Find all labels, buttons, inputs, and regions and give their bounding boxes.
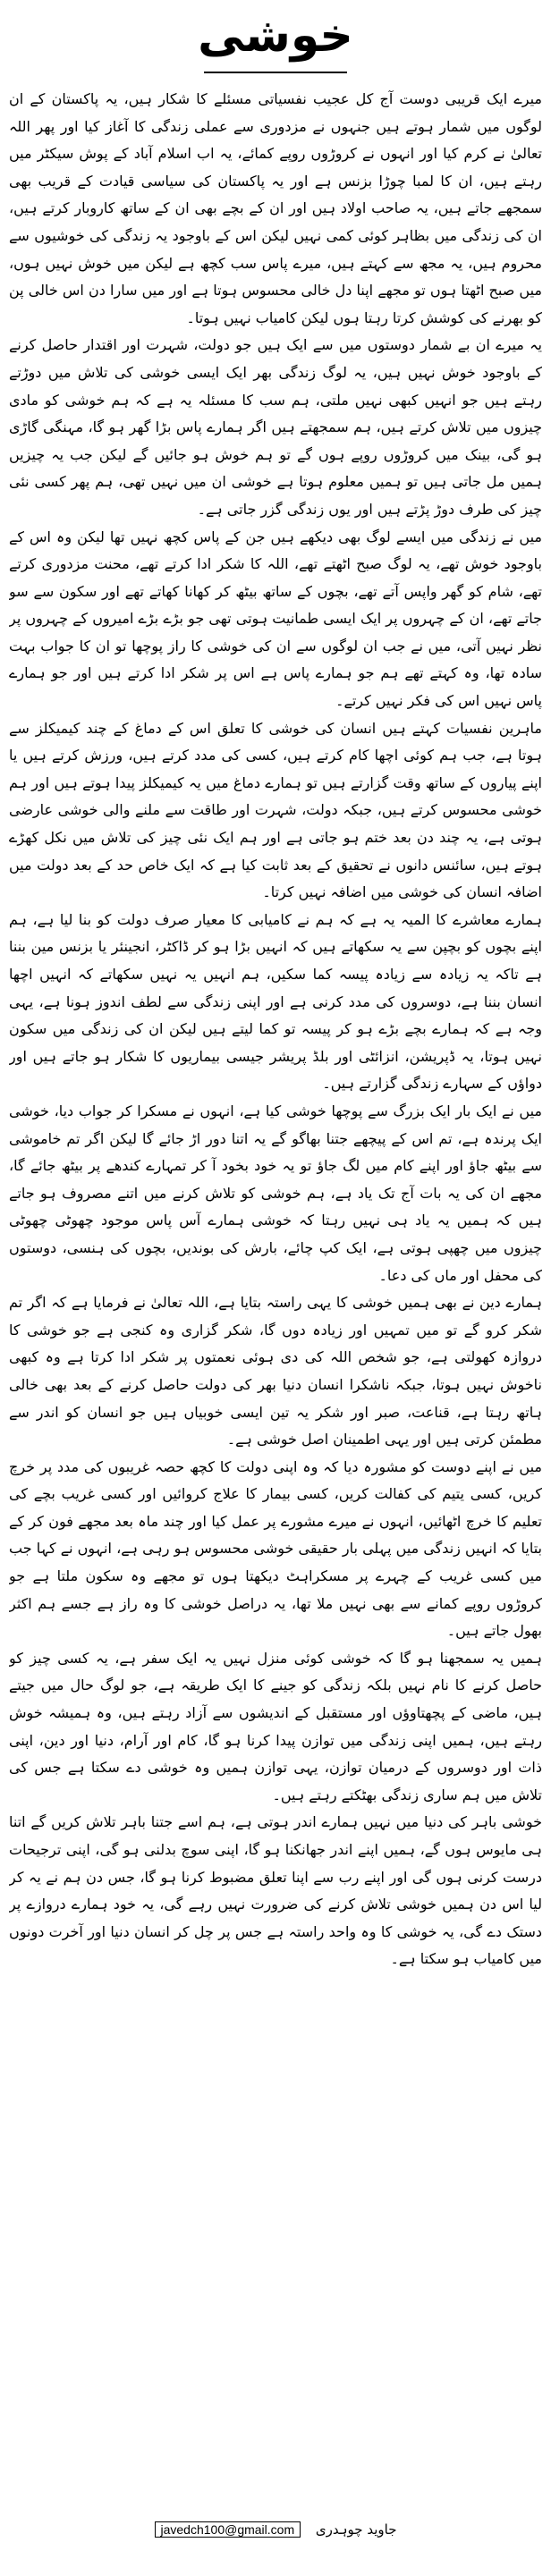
- paragraph: ماہرین نفسیات کہتے ہیں انسان کی خوشی کا تعلق اس کے دماغ کے چند کیمیکلز سے ہوتا ہے، جب ہم کوئی اچھا کام کرتے ہیں، کسی کی مدد کرتے ہیں، ورزش کرتے ہیں یا اپنے پیاروں کے ساتھ وقت گزارتے ہیں تو ہمارے دماغ میں یہ کیمیکلز پیدا ہوتے ہیں اور ہم خوشی محسوس کرتے ہیں، جبکہ دولت، شہرت اور طاقت سے ملنے والی خوشی عارضی ہوتی ہے، یہ چند دن بعد ختم ہو جاتی ہے اور ہم ایک نئی چیز کی تلاش میں نکل کھڑے ہوتے ہیں، سائنس دانوں نے تحقیق کے بعد ثابت کیا ہے کہ ایک خاص حد کے بعد دولت میں اضافہ انسان کی خوشی میں اضافہ نہیں کرتا۔: [9, 719, 542, 901]
- paragraph: میں نے اپنے دوست کو مشورہ دیا کہ وہ اپنی دولت کا کچھ حصہ غریبوں کی مدد پر خرچ کریں، کسی یتیم کی کفالت کریں، کسی بیمار کا علاج کروائیں اور کسی غریب بچے کی تعلیم کا خرچ اٹھائیں، انہوں نے میرے مشورے پر عمل کیا اور چند ماہ بعد مجھے فون کر کے بتایا کہ انہیں زندگی میں پہلی بار حقیقی خوشی محسوس ہو رہی ہے، انہوں نے کہا جب میں کسی غریب کے چہرے پر مسکراہٹ دیکھتا ہوں تو مجھے وہ سکون ملتا ہے جو کروڑوں روپے کمانے سے بھی نہیں ملا تھا، یہ دراصل خوشی کا وہ راز ہے جسے ہم اکثر بھول جاتے ہیں۔: [9, 1457, 542, 1640]
- paragraph: یہ میرے ان بے شمار دوستوں میں سے ایک ہیں جو دولت، شہرت اور اقتدار حاصل کرنے کے باوجود خوش نہیں ہیں، یہ لوگ زندگی بھر ایک ایسی خوشی کی تلاش میں دوڑتے رہتے ہیں جو انہیں کبھی نہیں ملتی، ہم سب کا مسئلہ یہ ہے کہ ہم خوشی کو مادی چیزوں میں تلاش کرتے ہیں، ہم سمجھتے ہیں اگر ہمارے پاس بڑا گھر ہو گا، مہنگی گاڑی ہو گی، بینک میں کروڑوں روپے ہوں گے تو ہم خوش ہو جائیں گے لیکن جب یہ چیزیں ہمیں مل جاتی ہیں تو ہمیں معلوم ہوتا ہے خوشی ان میں نہیں تھی، ہم پھر کسی نئی چیز کی طرف دوڑ پڑتے ہیں اور یوں زندگی گزر جاتی ہے۔: [9, 336, 542, 518]
- author-signature: [9, 2521, 542, 2538]
- paragraph: ہمیں یہ سمجھنا ہو گا کہ خوشی کوئی منزل نہیں یہ ایک سفر ہے، یہ کسی چیز کو حاصل کرنے کا نام نہیں بلکہ زندگی کو جینے کا ایک طریقہ ہے، جو لوگ حال میں جیتے ہیں، ماضی کے پچھتاوؤں اور مستقبل کے اندیشوں سے آزاد رہتے ہیں، وہ ہمیشہ خوش رہتے ہیں، ہمیں اپنی زندگی میں توازن پیدا کرنا ہو گا، کام اور آرام، دنیا اور دین، اپنی ذات اور دوسروں کے درمیان توازن، یہی توازن ہمیں وہ خوشی دے سکتا ہے جس کی تلاش میں ہم ساری زندگی بھٹکتے رہتے ہیں۔: [9, 1649, 542, 1803]
- column-body: [9, 86, 542, 2500]
- paragraph: میرے ایک قریبی دوست آج کل عجیب نفسیاتی مسئلے کا شکار ہیں، یہ پاکستان کے ان لوگوں میں شمار ہوتے ہیں جنہوں نے مزدوری سے عملی زندگی کا آغاز کیا اور پھر اللہ تعالیٰ نے کرم کیا اور انہوں نے کروڑوں روپے کمائے، یہ اب اسلام آباد کے پوش سیکٹر میں رہتے ہیں، ان کا لمبا چوڑا بزنس ہے اور یہ پاکستان کی سیاسی قیادت کے قریب بھی سمجھے جاتے ہیں، یہ صاحب اولاد ہیں اور ان کے بچے بھی ان کے ساتھ کاروبار کرتے ہیں، ان کی زندگی میں بظاہر کوئی کمی نہیں لیکن اس کے باوجود یہ زندگی کی خوشیوں سے محروم ہیں، یہ مجھ سے کہتے ہیں، میرے پاس سب کچھ ہے لیکن میں خوش نہیں ہوں، میں صبح اٹھتا ہوں تو مجھے اپنا دل خالی محسوس ہوتا ہے اور میں سارا دن اس خالی پن کو بھرنے کی کوشش کرتا رہتا ہوں لیکن کامیاب نہیں ہوتا۔: [9, 90, 542, 326]
- title-underline: [204, 72, 347, 73]
- paragraph: میں نے ایک بار ایک بزرگ سے پوچھا خوشی کیا ہے، انہوں نے مسکرا کر جواب دیا، خوشی ایک پرندہ ہے، تم اس کے پیچھے جتنا بھاگو گے یہ اتنا دور اڑ جائے گا لیکن اگر تم خاموشی سے بیٹھ جاؤ اور اپنے کام میں لگ جاؤ تو یہ خود بخود آ کر تمہارے کندھے پر بیٹھ جائے گا، مجھے ان کی یہ بات آج تک یاد ہے، ہم خوشی کو تلاش کرنے میں اتنے مصروف ہو جاتے ہیں کہ ہمیں یہ یاد ہی نہیں رہتا کہ خوشی ہمارے آس پاس موجود چھوٹی چھوٹی چیزوں میں چھپی ہوتی ہے، ایک کپ چائے، بارش کی بوندیں، بچوں کی ہنسی، دوستوں کی محفل اور ماں کی دعا۔: [9, 1102, 542, 1284]
- paragraph: ہمارے دین نے بھی ہمیں خوشی کا یہی راستہ بتایا ہے، اللہ تعالیٰ نے فرمایا ہے کہ اگر تم شکر کرو گے تو میں تمہیں اور زیادہ دوں گا، شکر گزاری وہ کنجی ہے جو خوشی کا دروازہ کھولتی ہے، جو شخص اللہ کی دی ہوئی نعمتوں پر شکر ادا کرتا ہے وہ کبھی ناخوش نہیں ہوتا، جبکہ ناشکرا انسان دنیا بھر کی دولت حاصل کرنے کے بعد بھی خالی ہاتھ رہتا ہے، قناعت، صبر اور شکر یہ تین ایسی خوبیاں ہیں جو انسان کو اندر سے مطمئن کرتی ہیں اور یہی اطمینان اصل خوشی ہے۔: [9, 1294, 542, 1448]
- paragraph: میں نے زندگی میں ایسے لوگ بھی دیکھے ہیں جن کے پاس کچھ نہیں تھا لیکن وہ اس کے باوجود خوش تھے، یہ لوگ صبح اٹھتے تھے، اللہ کا شکر ادا کرتے تھے، محنت مزدوری کرتے تھے، شام کو گھر واپس آتے تھے، بچوں کے ساتھ بیٹھ کر کھانا کھاتے تھے اور سکون سے سو جاتے تھے، ان کے چہروں پر ایک ایسی طمانیت ہوتی تھی جو بڑے بڑے امیروں کے چہروں پر نظر نہیں آتی، میں نے جب ان لوگوں سے ان کی خوشی کا راز پوچھا تو ان کا جواب بہت سادہ تھا، وہ کہتے تھے ہم جو ہمارے پاس ہے اس پر شکر ادا کرتے ہیں اور جو ہمارے پاس نہیں اس کی فکر نہیں کرتے۔: [9, 528, 542, 710]
- column-title: [0, 4, 551, 68]
- author-email: javedch100@gmail.com: [155, 2521, 301, 2538]
- author-name: جاوید چوہدری: [315, 2521, 397, 2538]
- paragraph: ہمارے معاشرے کا المیہ یہ ہے کہ ہم نے کامیابی کا معیار صرف دولت کو بنا لیا ہے، ہم اپنے بچوں کو بچپن سے یہ سکھاتے ہیں کہ انہیں بڑا ہو کر ڈاکٹر، انجینئر یا بزنس مین بننا ہے تاکہ یہ زیادہ سے زیادہ پیسہ کما سکیں، ہم انہیں یہ نہیں سکھاتے کہ انہیں اچھا انسان بننا ہے، دوسروں کی مدد کرنی ہے اور اپنی زندگی سے لطف اندوز ہونا ہے، یہی وجہ ہے کہ ہمارے بچے بڑے ہو کر پیسہ تو کما لیتے ہیں لیکن ان کی زندگی میں سکون نہیں ہوتا، یہ ڈپریشن، انزائٹی اور بلڈ پریشر جیسی بیماریوں کا شکار ہو جاتے ہیں اور دواؤں کے سہارے زندگی گزارتے ہیں۔: [9, 910, 542, 1093]
- column-title-text: خوشی: [198, 9, 353, 63]
- paragraph: خوشی باہر کی دنیا میں نہیں ہمارے اندر ہوتی ہے، ہم اسے جتنا باہر تلاش کریں گے اتنا ہی مایوس ہوں گے، ہمیں اپنے اندر جھانکنا ہو گا، اپنی سوچ بدلنی ہو گی، اپنی ترجیحات درست کرنی ہوں گی اور اپنے رب سے اپنا تعلق مضبوط کرنا ہو گا، جس دن ہم نے یہ کر لیا اس دن ہمیں خوشی تلاش کرنے کی ضرورت نہیں رہے گی، یہ خود ہمارے دروازے پر دستک دے گی، یہ خوشی کا وہ واحد راستہ ہے جس پر چل کر انسان دنیا اور آخرت دونوں میں کامیاب ہو سکتا ہے۔: [9, 1813, 542, 1968]
